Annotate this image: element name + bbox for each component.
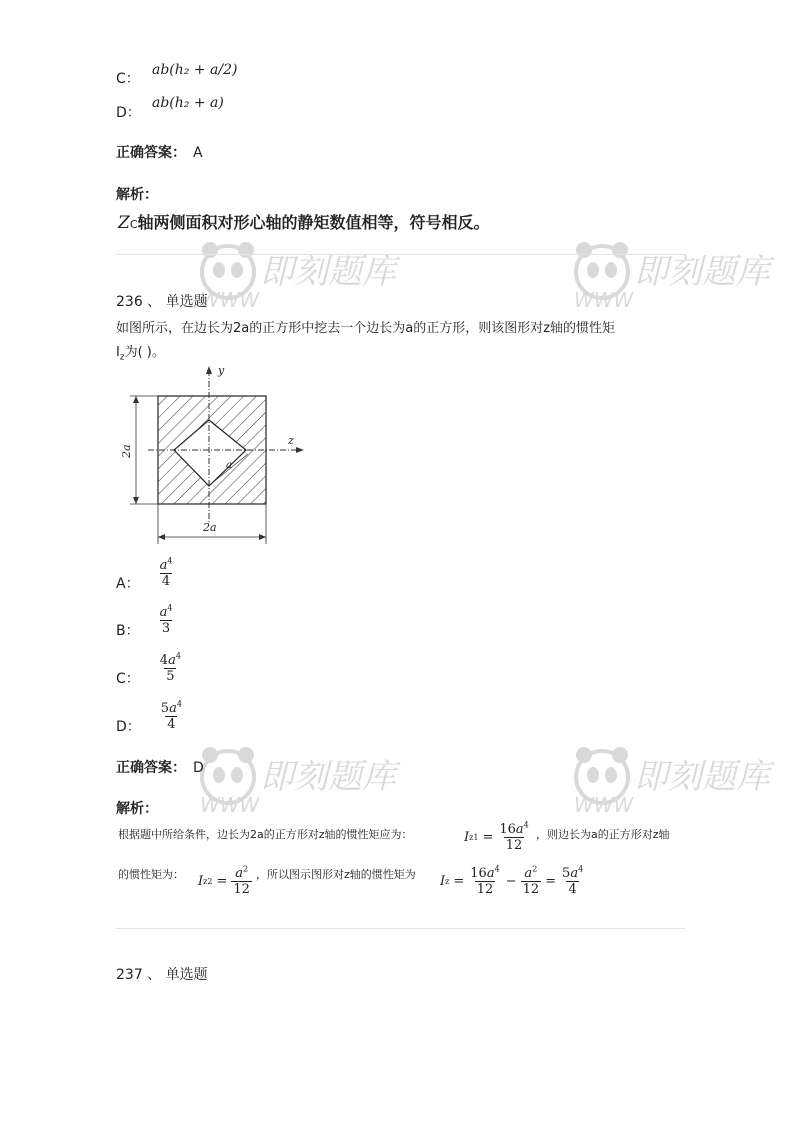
dim-bottom-label: 2a [203,521,217,534]
divider [116,254,686,255]
analysis-line1-a: 根据题中所给条件，边长为2a的正方形对z轴的惯性矩应为： [118,828,413,841]
answer-label: 正确答案： [116,760,186,776]
analysis-line1-b: ，则边长为a的正方形对z轴 [536,828,670,841]
watermark-sub: WWW [574,288,634,312]
dim-left-label: 2a [120,444,133,458]
formula-iz1: I z1 = $\frac{16a^4}{12}$ [464,820,529,853]
watermark [198,240,438,320]
option-d[interactable]: D： $\frac{5a^4}{4}$ [116,699,182,735]
option-a[interactable]: A： $\frac{a^4}{4}$ [116,556,173,592]
watermark [572,240,800,320]
question-number: 236 、 单选题 [116,294,208,310]
watermark-text: 即刻题库 [634,252,770,292]
axis-y-label: y [218,364,225,377]
y-axis-arrow [206,366,212,374]
option-d-label: D： [116,105,141,121]
watermark-sub: WWW [200,288,260,312]
panda-icon [572,745,632,809]
analysis-text: ZC轴两侧面积对形心轴的静矩数值相等，符号相反。 [118,213,490,233]
analysis-line2-a: 的惯性矩为： [118,868,184,881]
panda-icon [572,240,632,304]
formula-iz2: I z2 = $\frac{a^2}{12}$ [198,864,250,897]
option-d-expr: ab(h₂ + a) [152,95,224,111]
answer-value: D [193,760,204,776]
watermark [198,745,438,825]
analysis-label: 解析： [116,187,158,203]
dim-inner-label: a [226,460,232,471]
option-c-expr: ab(h₂ + a/2) [152,62,238,78]
divider [116,928,686,929]
watermark-text: 即刻题库 [260,757,396,797]
watermark-text: 即刻题库 [260,252,396,292]
option-c[interactable]: C： $\frac{4a^4}{5}$ [116,651,181,687]
analysis-label: 解析： [116,801,158,817]
formula-iz: I z = $\frac{16a^4}{12}$ − $\frac{a^2}{12}$ = $\frac{5a^4}{4}$ [440,864,584,897]
section-figure [112,362,312,547]
question-text: 如图所示，在边长为2a的正方形中挖去一个边长为a的正方形，则该图形对z轴的惯性矩 [116,321,616,336]
watermark-text: 即刻题库 [634,757,770,797]
watermark-sub: WWW [574,793,634,817]
question-number: 237 、 单选题 [116,967,208,983]
option-b[interactable]: B： $\frac{a^4}{3}$ [116,603,173,639]
z-axis-arrow [296,447,304,453]
answer-label: 正确答案： [116,145,186,161]
watermark [572,745,800,825]
axis-z-label: z [288,434,294,447]
watermark-sub: WWW [200,793,260,817]
question-text-line2: $I_z$为( )。 [116,345,165,363]
panda-icon [198,745,258,809]
answer-value: A [193,145,203,161]
option-c-label: C： [116,71,140,87]
analysis-line2-b: ，所以图示图形对z轴的惯性矩为 [256,868,416,881]
